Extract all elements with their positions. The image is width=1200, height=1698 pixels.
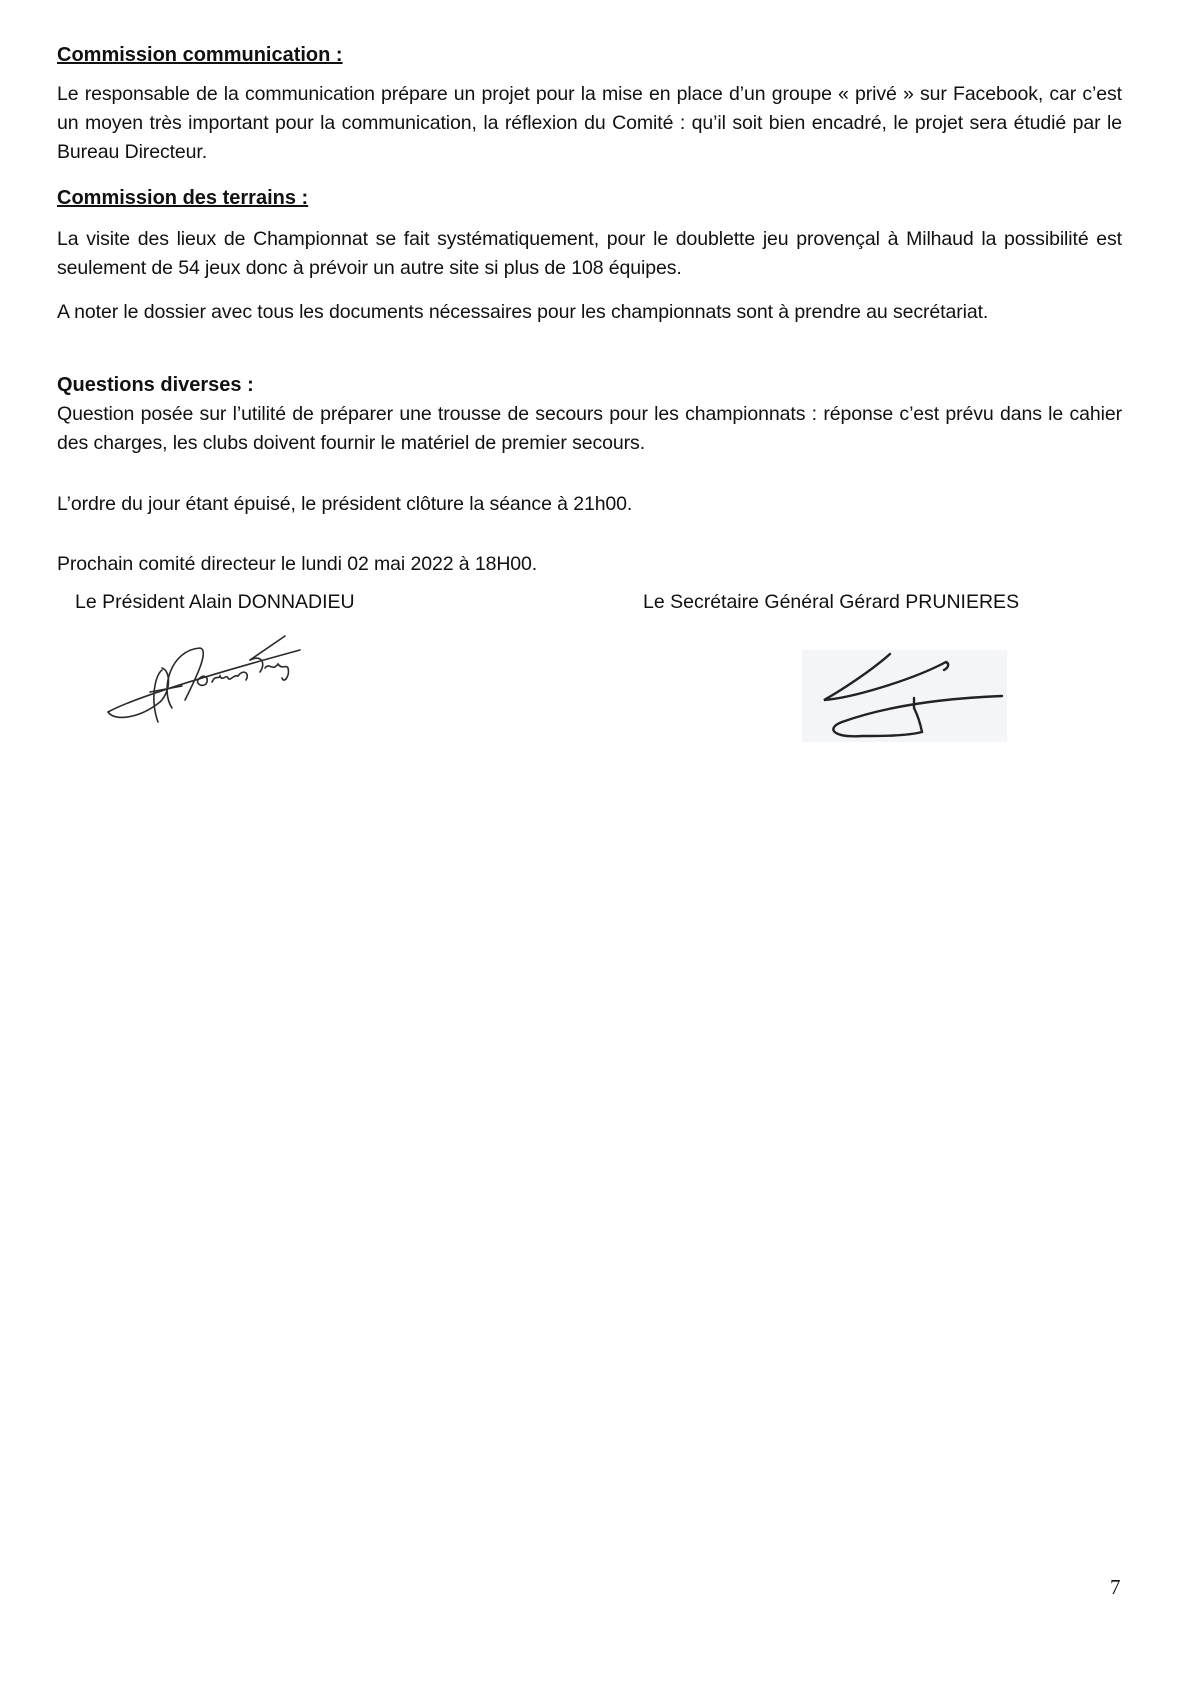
paragraph-terrains-dossier: A noter le dossier avec tous les documents nécessaires pour les championnats sont à prendre au secrétariat. (57, 301, 989, 323)
closing-statement: L’ordre du jour étant épuisé, le président clôture la séance à 21h00. (57, 493, 633, 515)
page-number: 7 (1110, 1575, 1121, 1599)
president-label: Le Président Alain DONNADIEU (75, 591, 355, 613)
paragraph-communication: Le responsable de la communication prépare un projet pour la mise en place d’un groupe « privé » sur Facebook, car c’est un moyen très important pour la communication, la réflexion du Comité : qu’il soit bien encadré, le projet sera étudié par le Bureau Directeur. (57, 83, 1122, 163)
heading-commission-terrains: Commission des terrains : (57, 187, 309, 209)
secretary-label: Le Secrétaire Général Gérard PRUNIERES (643, 591, 1020, 613)
secretary-signature-icon (802, 650, 1007, 742)
next-meeting: Prochain comité directeur le lundi 02 mai 2022 à 18H00. (57, 553, 538, 575)
heading-commission-communication: Commission communication : (57, 44, 343, 66)
heading-questions-diverses: Questions diverses : (57, 374, 254, 396)
president-signature-icon (100, 630, 310, 730)
paragraph-questions: Question posée sur l’utilité de préparer une trousse de secours pour les championnats : réponse c’est prévu dans le cahier des charges, les clubs doivent fournir le matériel de premier secours. (57, 403, 1122, 454)
paragraph-terrains-visite: La visite des lieux de Championnat se fait systématiquement, pour le doublette jeu provençal à Milhaud la possibilité est seulement de 54 jeux donc à prévoir un autre site si plus de 108 équipes. (57, 228, 1122, 279)
